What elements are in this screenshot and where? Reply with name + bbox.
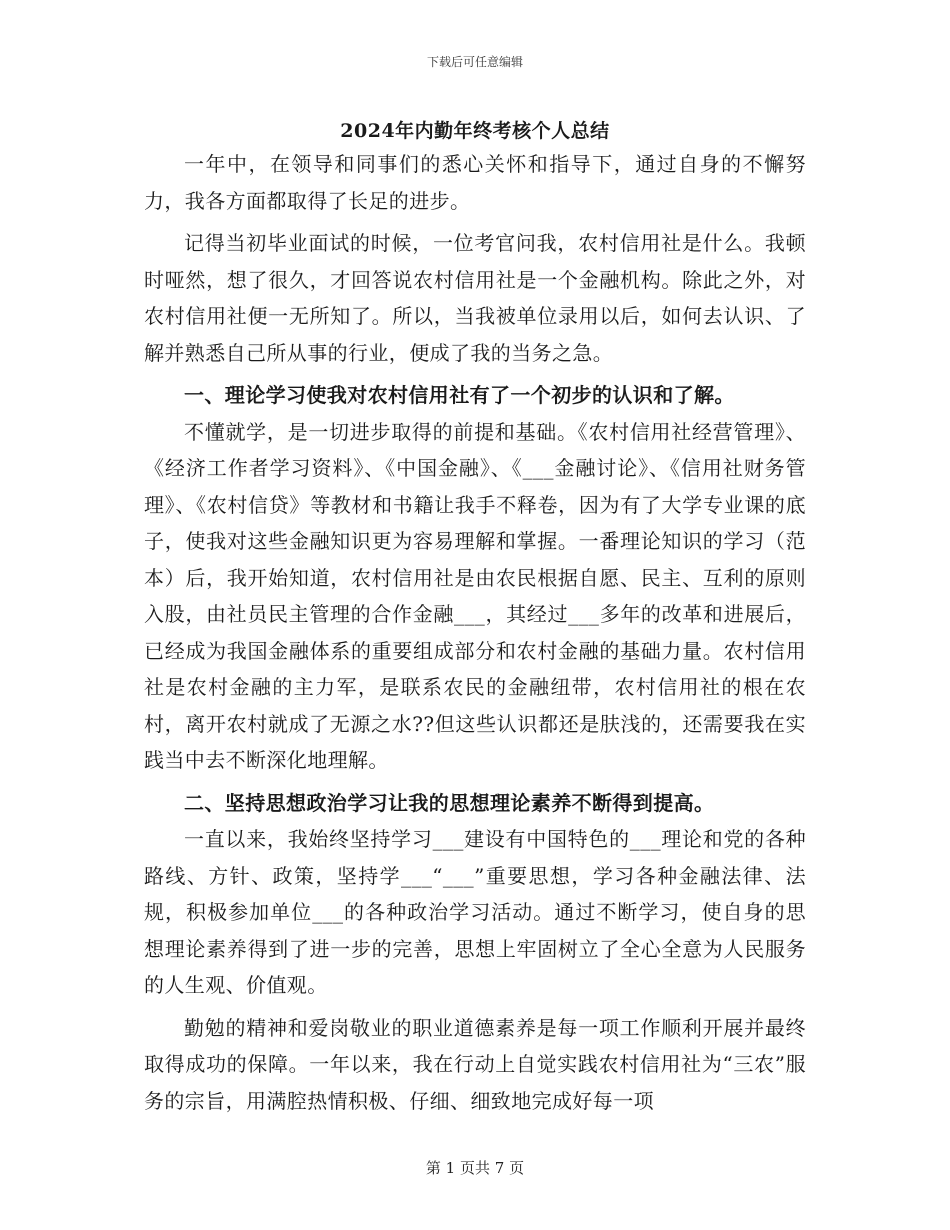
paragraph-intro: 一年中，在领导和同事们的悉心关怀和指导下，通过自身的不懈努力，我各方面都取得了长足的进步。 [144,152,806,213]
header-note: 下载后可任意编辑 [426,55,523,69]
document-body [144,146,806,1119]
page-footer: 第 1 页共 7 页 [425,1159,525,1177]
paragraph-interview: 记得当初毕业面试的时候，一位考官问我，农村信用社是什么。我顿时哑然，想了很久，才回答说农村信用社是一个金融机构。除此之外，对农村信用社便一无所知了。所以，当我被单位录用以后，如何去认识、了解并熟悉自己所从事的行业，便成了我的当务之急。 [144,231,806,365]
paragraph-diligence: 勤勉的精神和爱岗敬业的职业道德素养是每一项工作顺利开展并最终取得成功的保障。一年以来，我在行动上自觉实践农村信用社为“三农”服务的宗旨，用满腔热情积极、仔细、细致地完成好每一项 [144,1015,806,1113]
section-heading-1: 一、理论学习使我对农村信用社有了一个初步的认识和了解。 [184,383,735,407]
section-heading-2: 二、坚持思想政治学习让我的思想理论素养不断得到提高。 [184,790,715,815]
document-title: 2024年内勤年终考核个人总结 [340,120,610,142]
paragraph-political-study: 一直以来，我始终坚持学习___建设有中国特色的___理论和党的各种路线、方针、政策，坚持学___“___”重要思想，学习各种金融法律、法规，积极参加单位___的各种政治学习活动。通过不断学习，使自身的思想理论素养得到了进一步的完善，思想上牢固树立了全心全意为人民服务的人生观、价值观。 [144,827,806,997]
paragraph-theory-study: 不懂就学，是一切进步取得的前提和基础。《农村信用社经营管理》、《经济工作者学习资料》、《中国金融》、《___金融讨论》、《信用社财务管理》、《农村信贷》等教材和书籍让我手不释卷，因为有了大学专业课的底子，使我对这些金融知识更为容易理解和掌握。一番理论知识的学习（范本）后，我开始知道，农村信用社是由农民根据自愿、民主、互利的原则入股，由社员民主管理的合作金融___，其经过___多年的改革和进展后，已经成为我国金融体系的重要组成部分和农村金融的基础力量。农村信用社是农村金融的主力军，是联系农民的金融纽带，农村信用社的根在农村，离开农村就成了无源之水??但这些认识都还是肤浅的，还需要我在实践当中去不断深化地理解。 [144,419,806,772]
